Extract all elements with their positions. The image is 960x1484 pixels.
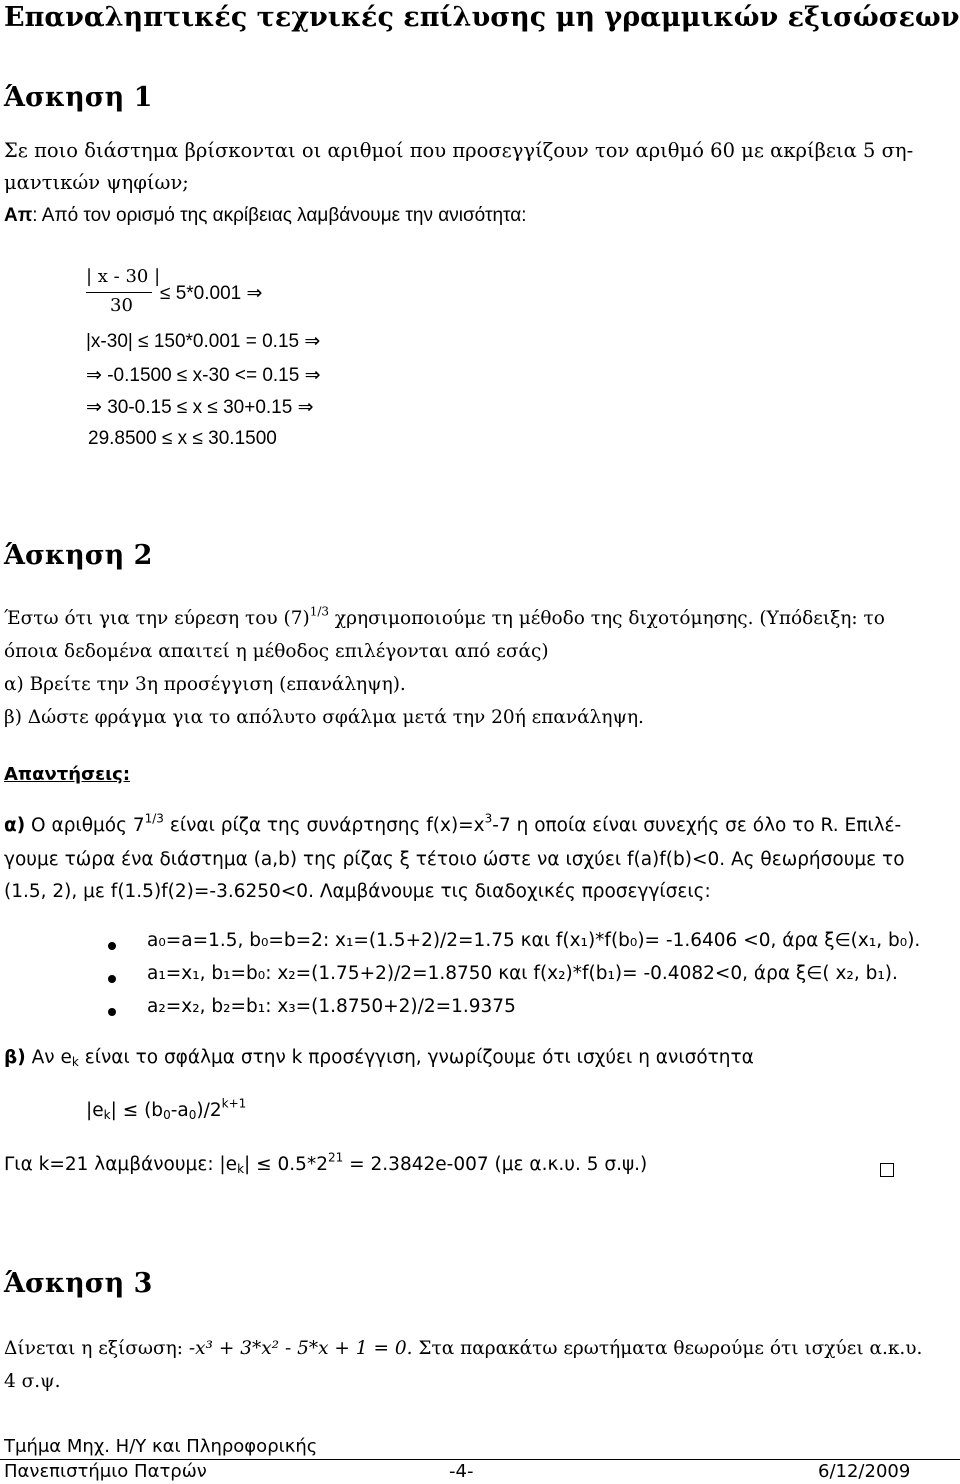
- k21-sup: 21: [327, 1150, 344, 1165]
- exercise-2-question-b: β) Δώστε φράγμα για το απόλυτο σφάλμα μετά την 20ή επανάληψη.: [4, 707, 644, 728]
- exercise-2-heading: Άσκηση 2: [4, 540, 153, 571]
- implies-icon: ⇒: [304, 330, 321, 352]
- step-2-text: |x-30| ≤ 150*0.001 = 0.15: [86, 331, 305, 352]
- answer-label: Απ: [4, 205, 33, 226]
- step-4-text: 30-0.15 ≤ x ≤ 30+0.15: [101, 397, 298, 418]
- implies-icon: ⇒: [297, 396, 314, 418]
- ex3-equation: -x³ + 3*x² - 5*x + 1 = 0.: [188, 1338, 413, 1359]
- implies-icon: ⇒: [246, 282, 263, 304]
- line-1-text-b: χρησιμοποιούμε τη μέθοδο της διχοτόμησης. (Υπόδειξη: το: [329, 608, 885, 629]
- answer-intro-text: : Από τον ορισμό της ακρίβειας λαμβάνουμε την ανισότητα:: [32, 205, 527, 226]
- bullet-icon: [108, 975, 116, 983]
- math-step-1: [160, 282, 262, 305]
- bullet-icon: [108, 942, 116, 950]
- exercise-3-line-2: 4 σ.ψ.: [4, 1371, 61, 1392]
- math-step-4: [86, 396, 314, 419]
- iteration-3: a₂=x₂, b₂=b₁: x₃=(1.8750+2)/2=1.9375: [147, 996, 516, 1017]
- fraction-denominator: 30: [110, 295, 133, 316]
- implies-icon: ⇒: [86, 396, 102, 418]
- exercise-1-question-line-2: μαντικών ψηφίων;: [4, 171, 189, 194]
- exercise-1-heading: Άσκηση 1: [4, 82, 153, 113]
- line-1-text-a: Έστω ότι για την εύρεση του (7): [4, 608, 310, 629]
- answer-b-rest: είναι το σφάλμα στην k προσέγγιση, γνωρίζουμε ότι ισχύει η ανισότητα: [78, 1047, 754, 1068]
- footer-rule: [0, 1459, 960, 1460]
- exercise-2-question-a: α) Βρείτε την 3η προσέγγιση (επανάληψη).: [4, 674, 406, 695]
- ex3-text-a: Δίνεται η εξίσωση:: [4, 1338, 189, 1359]
- answer-a-superscript-2: 3: [484, 811, 493, 826]
- step-1-text: ≤ 5*0.001: [160, 283, 247, 304]
- iteration-1: a₀=a=1.5, b₀=b=2: x₁=(1.5+2)/2=1.75 και f(x₁)*f(b₀)= -1.6406 <0, άρα ξ∈(x₁, b₀).: [147, 930, 921, 951]
- exercise-2-line-2: όποια δεδομένα απαιτεί η μέθοδος επιλέγονται από εσάς): [4, 641, 549, 662]
- document-title: Επαναληπτικές τεχνικές επίλυσης μη γραμμικών εξισώσεων: [4, 2, 960, 33]
- answer-a-line-2: γουμε τώρα ένα διάστημα (a,b) της ρίζας ξ τέτοιο ώστε να ισχύει f(a)f(b)<0. Ας θεωρήσουμε το: [4, 849, 905, 870]
- footer-date: 6/12/2009: [818, 1461, 911, 1482]
- ineq-part-c: -a: [170, 1100, 189, 1121]
- k21-part-b: | ≤ 0.5*2: [244, 1154, 328, 1175]
- answer-b-text: Αν e: [25, 1047, 72, 1068]
- ineq-part-a: |e: [86, 1100, 104, 1121]
- answer-b-line: [4, 1047, 754, 1068]
- ineq-part-b: | ≤ (b: [110, 1100, 164, 1121]
- implies-icon: ⇒: [86, 364, 102, 386]
- ineq-sup: k+1: [221, 1096, 247, 1111]
- qed-box-icon: [880, 1163, 894, 1177]
- answer-b-subscript: k: [71, 1055, 79, 1069]
- error-bound-inequality: [86, 1096, 247, 1122]
- k21-sub: k: [237, 1162, 245, 1176]
- step-3-text: -0.1500 ≤ x-30 <= 0.15: [101, 365, 305, 386]
- k21-part-c: = 2.3842e-007 (με α.κ.υ. 5 σ.ψ.): [343, 1154, 648, 1175]
- answer-a-text-b: είναι ρίζα της συνάρτησης f(x)=x: [163, 815, 485, 836]
- answer-a-line-3: (1.5, 2), με f(1.5)f(2)=-3.6250<0. Λαμβάνουμε τις διαδοχικές προσεγγίσεις:: [4, 881, 711, 902]
- answer-b-label: β): [4, 1047, 26, 1068]
- math-step-5: 29.8500 ≤ x ≤ 30.1500: [88, 428, 277, 449]
- answers-heading: Απαντήσεις:: [4, 764, 131, 785]
- k21-part-a: Για k=21 λαμβάνουμε: |e: [4, 1154, 238, 1175]
- exercise-1-answer-intro: [4, 205, 527, 227]
- ex3-text-b: Στα παρακάτω ερωτήματα θεωρούμε ότι ισχύει α.κ.υ.: [412, 1338, 923, 1359]
- answer-a-text-a: Ο αριθμός 7: [25, 815, 145, 836]
- ineq-sub-k: k: [103, 1108, 111, 1122]
- line-1-superscript: 1/3: [309, 604, 330, 619]
- exercise-3-line-1: [4, 1338, 922, 1359]
- k21-result: [4, 1150, 648, 1176]
- fraction-numerator: | x - 30 |: [86, 266, 161, 287]
- answer-a-superscript-1: 1/3: [144, 811, 164, 826]
- iteration-2: a₁=x₁, b₁=b₀: x₂=(1.75+2)/2=1.8750 και f(x₂)*f(b₁)= -0.4082<0, άρα ξ∈( x₂, b₁).: [147, 963, 898, 984]
- ineq-part-d: )/2: [196, 1100, 222, 1121]
- footer-university: Πανεπιστήμιο Πατρών: [4, 1461, 207, 1482]
- exercise-2-line-1: [4, 604, 885, 629]
- answer-a-line-1: [4, 811, 902, 836]
- footer-page-number: -4-: [449, 1461, 474, 1482]
- exercise-3-heading: Άσκηση 3: [4, 1268, 153, 1299]
- bullet-icon: [108, 1008, 116, 1016]
- ineq-sub-0a: 0: [163, 1108, 171, 1122]
- fraction-bar: [86, 292, 152, 293]
- exercise-1-question-line-1: Σε ποιο διάστημα βρίσκονται οι αριθμοί που προσεγγίζουν τον αριθμό 60 με ακρίβεια 5 ση-: [4, 139, 914, 162]
- math-step-2: [86, 330, 320, 353]
- footer-department: Τμήμα Μηχ. Η/Υ και Πληροφορικής: [4, 1436, 318, 1457]
- implies-icon: ⇒: [304, 364, 321, 386]
- math-step-3: [86, 364, 321, 387]
- answer-a-label: α): [4, 815, 26, 836]
- ineq-sub-0b: 0: [188, 1108, 197, 1122]
- answer-a-text-c: -7 η οποία είναι συνεχής σε όλο το R. Επιλέ-: [492, 815, 902, 836]
